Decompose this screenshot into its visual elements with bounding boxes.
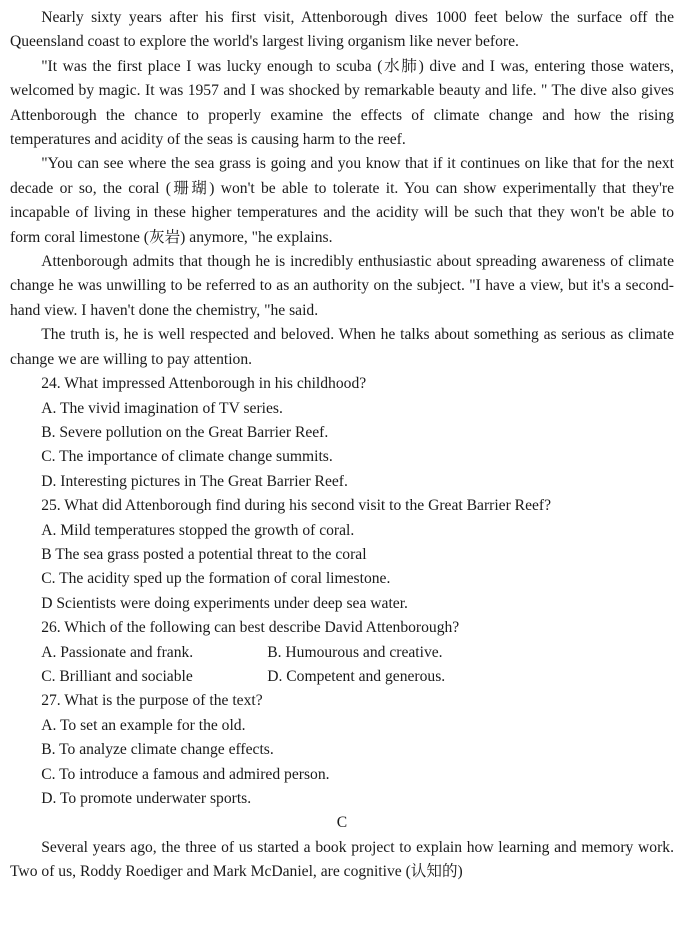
passage-paragraph-4: Attenborough admits that though he is incredibly enthusiastic about spreading awareness of climate change he was unwilling to be referred to as an authority on the subject. "I have a view, but it's a second-hand view. I haven't done the chemistry, "he said.	[10, 253, 674, 319]
option-d: D. To promote underwater sports.	[41, 790, 252, 807]
section-c-paragraph-1: Several years ago, the three of us started a book project to explain how learning and memory work. Two of us, Roddy Roediger and Mark McDaniel, are cognitive (认知的)	[10, 838, 674, 881]
option-b: B The sea grass posted a potential threat to the coral	[41, 545, 367, 563]
option-d: D Scientists were doing experiments under deep sea water.	[41, 594, 408, 612]
option-b: B. Severe pollution on the Great Barrier Reef.	[41, 423, 329, 441]
option-b: B. Humourous and creative.	[267, 643, 443, 661]
option-a: A. The vivid imagination of TV series.	[41, 399, 283, 417]
section-heading: C	[336, 814, 348, 832]
passage-paragraph-3: "You can see where the sea grass is going and you know that if it continues on like that for the next decade or so, the coral (珊瑚) won't be able to tolerate it. You can show experimentally that they're incapable of living in these higher temperatures and the acidity will be such that they won't be able to form coral limestone (灰岩) anymore, "he explains.	[10, 155, 674, 246]
option-c: C. The acidity sped up the formation of coral limestone.	[41, 570, 391, 588]
question-stem: 26. Which of the following can best describe David Attenborough?	[41, 619, 460, 637]
question-27	[10, 689, 674, 811]
question-stem: 25. What did Attenborough find during his second visit to the Great Barrier Reef?	[41, 497, 552, 515]
passage-paragraph-2: "It was the first place I was lucky enough to scuba (水肺) dive and I was, entering those waters, welcomed by magic. It was 1957 and I was shocked by remarkable beauty and life. " The dive also gives Attenborough the chance to properly examine the effects of climate change and how the rising temperatures and acidity of the seas is causing harm to the reef.	[10, 57, 674, 149]
question-stem: 27. What is the purpose of the text?	[41, 692, 263, 710]
option-b: B. To analyze climate change effects.	[41, 741, 274, 759]
option-d: D. Competent and generous.	[267, 667, 446, 685]
passage-paragraph-5: The truth is, he is well respected and beloved. When he talks about something as serious as climate change we are willing to pay attention.	[10, 326, 674, 368]
options-row-2	[10, 665, 674, 689]
option-c: C. To introduce a famous and admired person.	[41, 765, 330, 783]
passage-paragraph-1: Nearly sixty years after his first visit, Attenborough dives 1000 feet below the surface off the Queensland coast to explore the world's largest living organism like never before.	[10, 9, 674, 51]
question-24	[10, 372, 674, 494]
option-c: C. The importance of climate change summits.	[41, 448, 333, 466]
option-a: A. To set an example for the old.	[41, 716, 246, 734]
option-c: C. Brilliant and sociable	[41, 667, 193, 685]
question-25	[10, 494, 674, 616]
option-d: D. Interesting pictures in The Great Barrier Reef.	[41, 472, 348, 490]
option-a: A. Passionate and frank.	[41, 643, 194, 661]
option-a: A. Mild temperatures stopped the growth of coral.	[41, 521, 355, 539]
options-row-1	[10, 641, 674, 665]
question-26	[10, 616, 674, 689]
question-stem: 24. What impressed Attenborough in his childhood?	[41, 375, 367, 393]
